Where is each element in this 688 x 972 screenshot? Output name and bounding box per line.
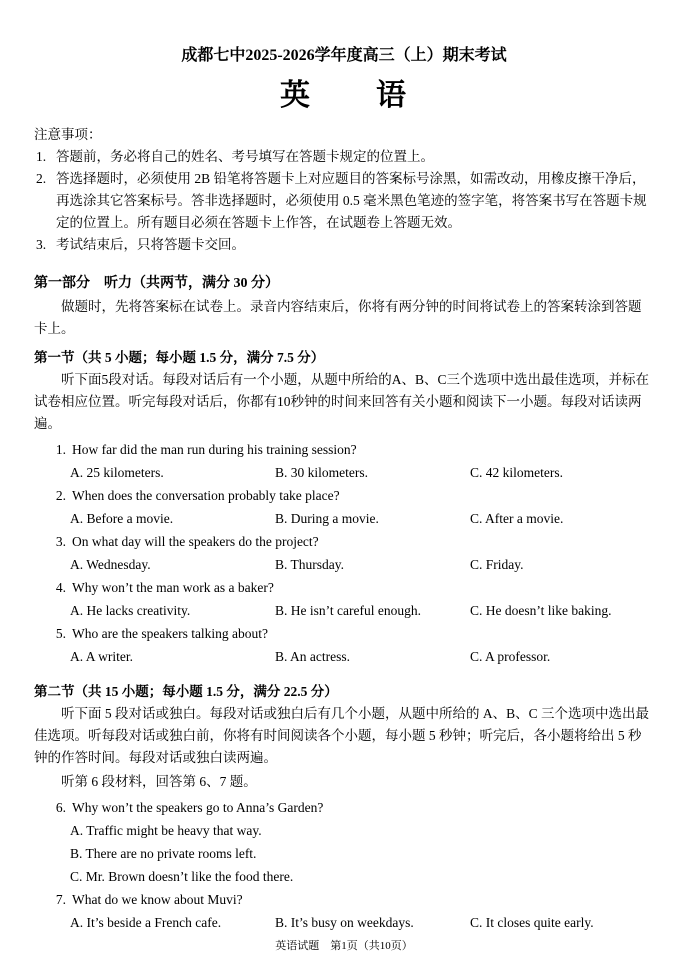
option-b: B. An actress. [275, 649, 350, 664]
question-number: 4. [55, 580, 66, 595]
page-footer: 英语试题 第1页（共10页） [275, 940, 413, 952]
question-options [34, 819, 654, 888]
option-a: A. A writer. [70, 649, 133, 664]
note-text: 答题前，务必将自己的姓名、考号填写在答题卡规定的位置上。 [56, 149, 434, 164]
part1-heading: 第一部分 听力（共两节，满分 30 分） [34, 276, 279, 291]
question-options [34, 553, 654, 576]
question-number: 7. [55, 892, 66, 907]
note-item [34, 146, 654, 168]
question-text: Who are the speakers talking about? [72, 626, 269, 641]
option-c: C. After a movie. [470, 511, 564, 526]
exam-title: 成都七中2025-2026学年度高三（上）期末考试 [181, 47, 507, 64]
option-c: C. It closes quite early. [470, 915, 594, 930]
option-b: B. It’s busy on weekdays. [275, 915, 414, 930]
option-c: C. Mr. Brown doesn’t like the food there. [70, 869, 294, 884]
option-c: C. A professor. [470, 649, 551, 664]
notes-title: 注意事项： [34, 127, 102, 142]
option-b: B. He isn’t careful enough. [275, 603, 421, 618]
section1-heading: 第一节（共 5 小题；每小题 1.5 分，满分 7.5 分） [34, 350, 325, 365]
material-line: 听第 6 段材料，回答第 6、7 题。 [61, 774, 257, 789]
option-b: B. 30 kilometers. [275, 465, 368, 480]
question-text: On what day will the speakers do the project? [72, 534, 319, 549]
question-text: How far did the man run during his training session? [72, 442, 357, 457]
option-b: B. Thursday. [275, 557, 344, 572]
option-a: A. Traffic might be heavy that way. [70, 823, 262, 838]
note-item [34, 168, 654, 234]
question-options [34, 507, 654, 530]
question-1 [34, 439, 654, 484]
question-3 [34, 531, 654, 576]
question-text: What do we know about Muvi? [72, 892, 243, 907]
option-a: A. It’s beside a French cafe. [70, 915, 222, 930]
option-c: C. Friday. [470, 557, 524, 572]
question-options [34, 645, 654, 668]
section2-heading: 第二节（共 15 小题；每小题 1.5 分，满分 22.5 分） [34, 684, 338, 699]
question-4 [34, 577, 654, 622]
note-item [34, 234, 654, 256]
subject-title: 英 语 [280, 79, 408, 112]
option-b: B. There are no private rooms left. [70, 846, 257, 861]
question-options [34, 461, 654, 484]
option-c: C. He doesn’t like baking. [470, 603, 612, 618]
section2-instructions: 听下面 5 段对话或独白。每段对话或独白后有几个小题，从题中所给的 A、B、C 三个选项中选出最佳选项。听每段对话或独白前，你将有时间阅读各个小题，每小题 5 秒钟；听完后，各小题将给出 5 秒钟的作答时间。每段对话或独白读两遍。 [34, 706, 650, 765]
section1-questions [34, 439, 654, 668]
question-number: 3. [55, 534, 66, 549]
question-7 [34, 889, 654, 934]
option-a: A. 25 kilometers. [70, 465, 164, 480]
note-text: 答选择题时，必须使用 2B 铅笔将答题卡上对应题目的答案标号涂黑，如需改动，用橡皮擦干净后，再选涂其它答案标号。答非选择题时，必须使用 0.5 毫米黑色笔迹的签字笔，将答案书写在答题卡规定的位置上。所有题目必须在答题卡上作答，在试题卷上答题无效。 [56, 171, 647, 230]
note-text: 考试结束后，只将答题卡交回。 [56, 237, 245, 252]
question-options [34, 911, 654, 934]
question-number: 2. [55, 488, 66, 503]
note-number: 3. [36, 237, 47, 252]
note-number: 1. [36, 149, 47, 164]
question-5 [34, 623, 654, 668]
question-number: 1. [55, 442, 66, 457]
question-options [34, 599, 654, 622]
question-text: Why won’t the speakers go to Anna’s Garden? [72, 800, 324, 815]
question-2 [34, 485, 654, 530]
section2-questions [34, 797, 654, 934]
option-a: A. Before a movie. [70, 511, 174, 526]
question-text: When does the conversation probably take place? [72, 488, 340, 503]
option-a: A. He lacks creativity. [70, 603, 191, 618]
question-number: 6. [55, 800, 66, 815]
question-text: Why won’t the man work as a baker? [72, 580, 274, 595]
option-c: C. 42 kilometers. [470, 465, 563, 480]
note-number: 2. [36, 171, 47, 186]
question-6 [34, 797, 654, 888]
part1-intro: 做题时，先将答案标在试卷上。录音内容结束后，你将有两分钟的时间将试卷上的答案转涂到答题卡上。 [34, 299, 642, 336]
option-b: B. During a movie. [275, 511, 379, 526]
option-a: A. Wednesday. [70, 557, 151, 572]
question-number: 5. [55, 626, 66, 641]
section1-instructions: 听下面5段对话。每段对话后有一个小题，从题中所给的A、B、C三个选项中选出最佳选项，并标在试卷相应位置。听完每段对话后，你都有10秒钟的时间来回答有关小题和阅读下一小题。每段对话读两遍。 [34, 372, 650, 431]
